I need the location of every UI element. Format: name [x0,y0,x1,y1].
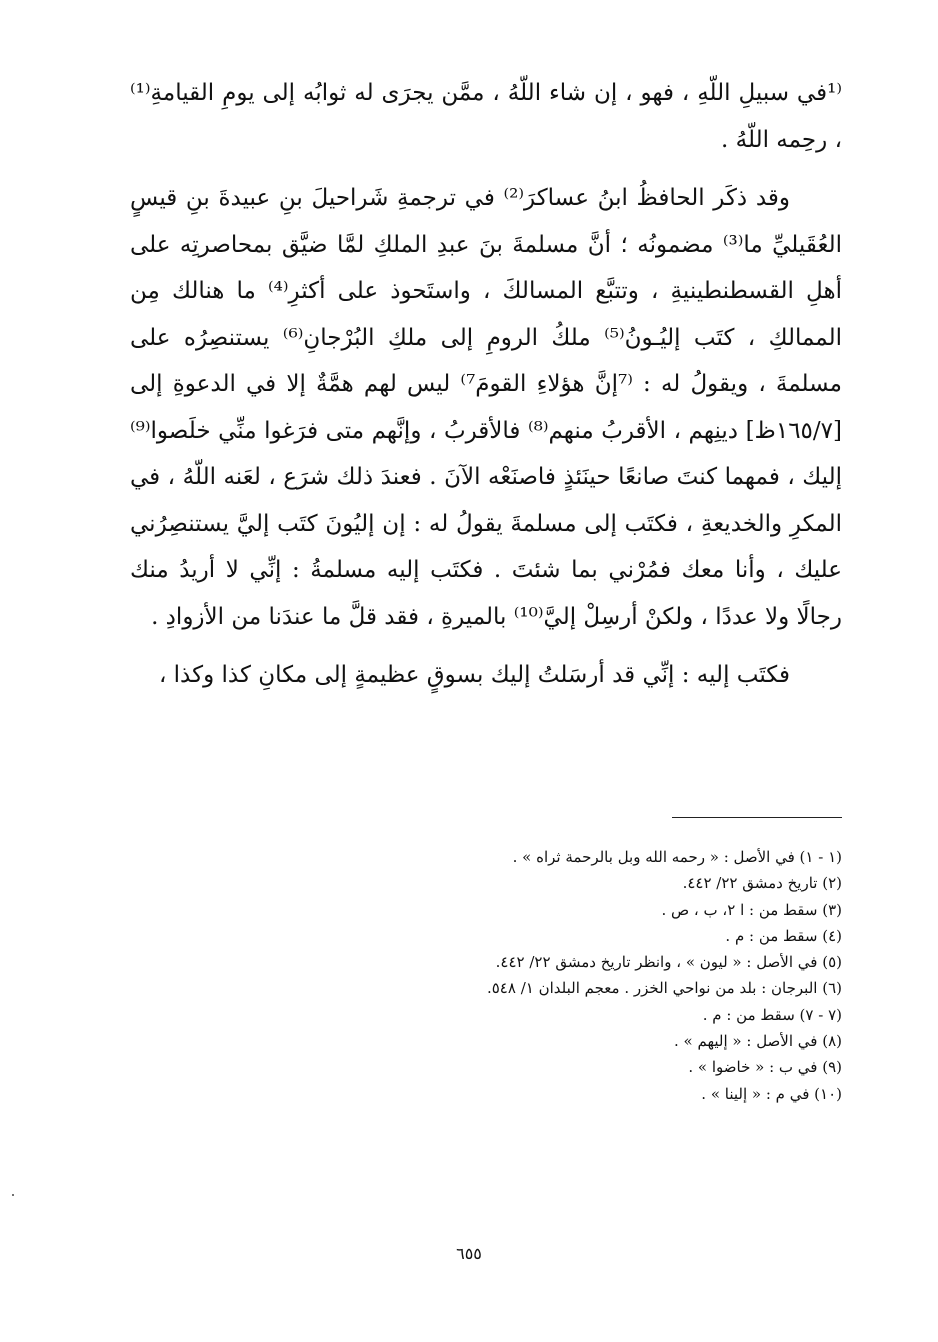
footnote-6: (٦) البرجان : بلد من نواحي الخزر . معجم البلدان ١/ ٥٤٨. [486,979,842,998]
scan-speck [12,1194,14,1196]
paragraph-3: فكتَب إليه : إنِّي قد أرسَلتُ إليك بسوقٍ عظيمةٍ إلى مكانِ كذا وكذا ، [158,662,790,688]
footnote-9: (٩) في ب : « خاضوا » . [688,1058,842,1077]
footnote-2: (٢) تاريخ دمشق ٢٢/ ٤٤٢. [682,874,842,893]
footnote-8: (٨) في الأصل : « إليهم » . [674,1032,842,1051]
main-text [130,70,842,699]
paragraph-2: وقد ذكَر الحافظُ ابنُ عساكرَ⁽²⁾ في ترجمةِ شَراحيلَ بنِ عبيدةَ بنِ قيسٍ العُقَيليِّ ما⁽³⁾ مضمونُه ؛ أنَّ مسلمةَ بنَ عبدِ الملكِ لمَّا ضيَّق بمحاصرتِه على أهلِ القسطنطينيةِ ، وتتبَّع المسالكَ ، واستَحوذ على أكثرِ⁽⁴⁾ ما هنالك مِن الممالكِ ، كتَب إليُـونُ⁽⁵⁾ ملكُ الرومِ إلى ملكِ البُرْجانِ⁽⁶⁾ يستنصِرُه على مسلمةَ ، ويقولُ له : ⁽⁷إنَّ هؤلاءِ القومَ⁷⁾ ليس لهم همَّةٌ إلا في الدعوةِ إلى [١٦٥/٧ظ] دينِهم ، الأقربُ منهم⁽⁸⁾ فالأقربُ ، وإنَّهم متى فرَغوا منِّي خلَصوا⁽⁹⁾ إليك ، فمهما كنتَ صانعًا حينَئذٍ فاصنَعْه الآنَ . فعندَ ذلك شرَع ، لعَنه اللّهُ ، في المكرِ والخديعةِ ، فكتَب إلى مسلمةَ يقولُ له : إن إليُونَ كتَب إليَّ يستنصِرُني عليك ، وأنا معك فمُرْني بما شئتَ . فكتَب إليه مسلمةُ : إنِّي لا أريدُ منك رجالًا ولا عددًا ، ولكنْ أرسِلْ إليَّ⁽¹⁰⁾ بالميرةِ ، فقد قلَّ ما عندَنا من الأزوادِ . [130,185,843,630]
page-number: ٦٥٥ [456,1244,482,1263]
footnote-divider [672,817,842,818]
footnote-5: (٥) في الأصل : « ليون » ، وانظر تاريخ دمشق ٢٢/ ٤٤٢. [495,953,842,972]
footnotes [300,844,842,1107]
footnote-3: (٣) سقط من : ا ٢، ب ، ص . [661,900,842,919]
paragraph-1: ⁽¹في سبيلِ اللّهِ ، فهو ، إن شاء اللّهُ ، ممَّن يجرَى له ثوابُه إلى يومِ القيامةِ⁽¹⁾ ، رحِمه اللّهُ . [130,80,842,153]
footnote-10: (١٠) في م : « إلينا » . [701,1084,842,1103]
footnote-4: (٤) سقط من : م . [725,926,842,945]
footnote-7: (٧ - ٧) سقط من : م . [702,1005,842,1024]
footnote-1: (١ - ١) في الأصل : « رحمه الله وبل بالرحمة ثراه » . [512,848,842,866]
